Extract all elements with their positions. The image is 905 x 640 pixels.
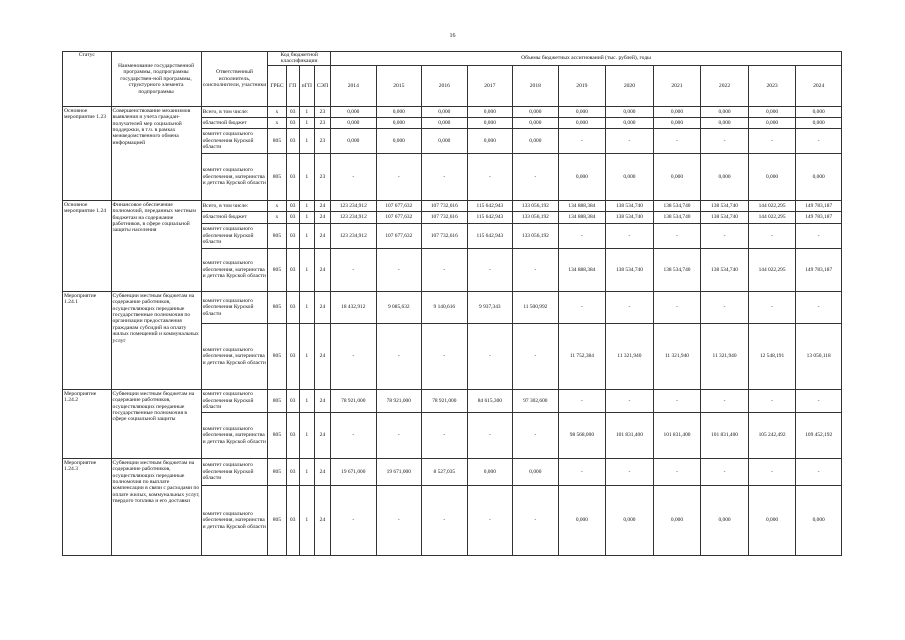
header-funding: Объемы бюджетных ассигнований (тыс. рублей), годы xyxy=(331,52,842,66)
name-cell: Субвенции местным бюджетам на содержание работников, осуществляющих переданные полномочия по выплате компенсации в связи с расходами по оплате жилых, коммунальных услуг, твердого топлива и его доставки xyxy=(111,458,201,555)
value-cell: - xyxy=(606,389,654,412)
value-cell: 0,000 xyxy=(558,106,606,117)
value-cell: 0,000 xyxy=(513,458,559,485)
code-cell: 03 xyxy=(286,106,299,117)
header-year-0: 2014 xyxy=(331,65,377,106)
code-cell: 24 xyxy=(314,412,330,458)
code-cell: 03 xyxy=(286,128,299,153)
value-cell: - xyxy=(422,153,468,200)
code-cell: 805 xyxy=(268,248,286,291)
code-cell: 03 xyxy=(286,200,299,211)
value-cell: 0,000 xyxy=(558,153,606,200)
value-cell: 0,000 xyxy=(331,128,377,153)
value-cell: - xyxy=(606,223,654,248)
executor-cell: комитет социального обеспечения Курской области xyxy=(201,389,268,412)
value-cell: - xyxy=(558,223,606,248)
code-cell: 03 xyxy=(286,412,299,458)
value-cell: 101 831,400 xyxy=(701,412,749,458)
value-cell: - xyxy=(748,389,796,412)
executor-cell: Всего, в том числе: xyxy=(201,200,268,211)
value-cell: 123 234,912 xyxy=(331,211,377,223)
executor-cell: комитет социального обеспечения Курской области xyxy=(201,223,268,248)
header-code-0: ГРБС xyxy=(268,65,286,106)
value-cell: 149 783,187 xyxy=(796,200,842,211)
value-cell: 0,000 xyxy=(606,106,654,117)
code-cell: 24 xyxy=(314,211,330,223)
code-cell: 03 xyxy=(286,389,299,412)
value-cell: - xyxy=(513,323,559,389)
value-cell: 0,000 xyxy=(606,117,654,128)
header-year-10: 2024 xyxy=(796,65,842,106)
value-cell: - xyxy=(701,128,749,153)
value-cell: 97 302,600 xyxy=(513,389,559,412)
value-cell: 0,000 xyxy=(748,106,796,117)
value-cell: - xyxy=(653,223,701,248)
code-cell: 03 xyxy=(286,323,299,389)
value-cell: 0,000 xyxy=(796,485,842,555)
value-cell: - xyxy=(748,223,796,248)
code-cell: 805 xyxy=(268,291,286,323)
value-cell: 0,000 xyxy=(701,106,749,117)
header-year-6: 2020 xyxy=(606,65,654,106)
status-cell: Основное мероприятие 1.23 xyxy=(63,106,112,200)
code-cell: 03 xyxy=(286,153,299,200)
executor-cell: комитет социального обеспечения, материнства и детства Курской области xyxy=(201,485,268,555)
header-code-1: ГП xyxy=(286,65,299,106)
value-cell: 19 671,000 xyxy=(376,458,422,485)
value-cell: - xyxy=(331,412,377,458)
table-header xyxy=(63,52,842,107)
value-cell: 0,000 xyxy=(376,128,422,153)
value-cell: 144 022,295 xyxy=(748,248,796,291)
value-cell: - xyxy=(422,323,468,389)
header-executor: Ответственный исполнитель, соисполнители, участники xyxy=(201,52,268,107)
code-cell: 805 xyxy=(268,128,286,153)
value-cell: 0,000 xyxy=(467,117,513,128)
value-cell: - xyxy=(467,323,513,389)
value-cell: 0,000 xyxy=(701,485,749,555)
code-cell: 03 xyxy=(286,211,299,223)
value-cell: 0,000 xyxy=(467,458,513,485)
value-cell: 107 732,616 xyxy=(422,223,468,248)
value-cell: 9 140,616 xyxy=(422,291,468,323)
value-cell: 0,000 xyxy=(701,153,749,200)
value-cell: - xyxy=(422,485,468,555)
header-code-3: СЭП xyxy=(314,65,330,106)
value-cell: - xyxy=(376,153,422,200)
value-cell: 115 642,943 xyxy=(467,223,513,248)
code-cell: х xyxy=(268,106,286,117)
value-cell: 98 568,000 xyxy=(558,412,606,458)
code-cell: 24 xyxy=(314,323,330,389)
code-cell: 1 xyxy=(299,200,314,211)
value-cell: 0,000 xyxy=(422,117,468,128)
value-cell: 78 921,000 xyxy=(331,389,377,412)
header-year-5: 2019 xyxy=(558,65,606,106)
value-cell: 138 534,740 xyxy=(701,248,749,291)
value-cell: - xyxy=(558,291,606,323)
value-cell: - xyxy=(558,389,606,412)
value-cell: 138 534,740 xyxy=(701,200,749,211)
value-cell: - xyxy=(796,291,842,323)
value-cell: - xyxy=(606,291,654,323)
value-cell: 0,000 xyxy=(748,153,796,200)
value-cell: 123 234,912 xyxy=(331,223,377,248)
header-year-1: 2015 xyxy=(376,65,422,106)
value-cell: 0,000 xyxy=(513,106,559,117)
code-cell: 805 xyxy=(268,323,286,389)
code-cell: 23 xyxy=(314,153,330,200)
value-cell: 78 921,000 xyxy=(376,389,422,412)
value-cell: - xyxy=(701,458,749,485)
value-cell: - xyxy=(653,291,701,323)
value-cell: 115 642,943 xyxy=(467,211,513,223)
value-cell: 0,000 xyxy=(606,153,654,200)
value-cell: - xyxy=(653,389,701,412)
value-cell: 0,000 xyxy=(748,117,796,128)
code-cell: 805 xyxy=(268,412,286,458)
code-cell: 805 xyxy=(268,153,286,200)
header-code-group: Код бюджетной классификации xyxy=(268,52,331,66)
value-cell: 123 234,912 xyxy=(331,200,377,211)
code-cell: 805 xyxy=(268,458,286,485)
value-cell: 107 732,616 xyxy=(422,211,468,223)
value-cell: 0,000 xyxy=(701,117,749,128)
code-cell: 23 xyxy=(314,117,330,128)
code-cell: 24 xyxy=(314,389,330,412)
value-cell: 138 534,740 xyxy=(653,200,701,211)
value-cell: 0,000 xyxy=(513,117,559,128)
value-cell: - xyxy=(748,128,796,153)
value-cell: 0,000 xyxy=(331,106,377,117)
code-cell: 23 xyxy=(314,106,330,117)
value-cell: 138 534,740 xyxy=(653,211,701,223)
table-row xyxy=(63,200,842,211)
value-cell: 11 321,940 xyxy=(653,323,701,389)
code-cell: 24 xyxy=(314,485,330,555)
value-cell: 138 534,740 xyxy=(606,211,654,223)
status-cell: Основное мероприятие 1.24 xyxy=(63,200,112,291)
value-cell: - xyxy=(467,153,513,200)
value-cell: 11 321,940 xyxy=(701,323,749,389)
value-cell: - xyxy=(331,153,377,200)
executor-cell: комитет социального обеспечения Курской области xyxy=(201,291,268,323)
value-cell: - xyxy=(376,485,422,555)
code-cell: 03 xyxy=(286,117,299,128)
value-cell: 149 783,187 xyxy=(796,248,842,291)
value-cell: - xyxy=(331,323,377,389)
code-cell: 805 xyxy=(268,389,286,412)
value-cell: - xyxy=(558,128,606,153)
value-cell: - xyxy=(701,389,749,412)
value-cell: - xyxy=(606,458,654,485)
value-cell: - xyxy=(701,291,749,323)
value-cell: 8 527,035 xyxy=(422,458,468,485)
value-cell: 0,000 xyxy=(422,128,468,153)
code-cell: 03 xyxy=(286,291,299,323)
code-cell: 1 xyxy=(299,153,314,200)
value-cell: 0,000 xyxy=(796,153,842,200)
value-cell: - xyxy=(376,323,422,389)
status-cell: Мероприятие 1.24.1 xyxy=(63,291,112,389)
status-cell: Мероприятие 1.24.2 xyxy=(63,389,112,458)
value-cell: 133 056,192 xyxy=(513,200,559,211)
code-cell: 24 xyxy=(314,248,330,291)
executor-cell: комитет социального обеспечения, материнства и детства Курской области xyxy=(201,248,268,291)
header-year-2: 2016 xyxy=(422,65,468,106)
header-code-2: пГП xyxy=(299,65,314,106)
value-cell: 0,000 xyxy=(376,117,422,128)
table-body xyxy=(63,106,842,555)
value-cell: 0,000 xyxy=(653,485,701,555)
code-cell: 1 xyxy=(299,291,314,323)
executor-cell: областной бюджет xyxy=(201,211,268,223)
value-cell: - xyxy=(513,153,559,200)
table-row xyxy=(63,291,842,323)
header-year-8: 2022 xyxy=(701,65,749,106)
value-cell: 149 783,187 xyxy=(796,211,842,223)
value-cell: 107 732,616 xyxy=(422,200,468,211)
value-cell: - xyxy=(422,248,468,291)
value-cell: 0,000 xyxy=(558,117,606,128)
code-cell: 805 xyxy=(268,223,286,248)
value-cell: 0,000 xyxy=(376,106,422,117)
value-cell: - xyxy=(331,248,377,291)
executor-cell: областной бюджет xyxy=(201,117,268,128)
value-cell: 0,000 xyxy=(606,485,654,555)
executor-cell: комитет социального обеспечения Курской области xyxy=(201,128,268,153)
value-cell: 144 022,295 xyxy=(748,211,796,223)
executor-cell: комитет социального обеспечения, материнства и детства Курской области xyxy=(201,412,268,458)
name-cell: Совершенствование механизмов выявления и учета граждан-получателей мер социальной поддержки, в т.ч. в рамках межведомственного обмена информацией xyxy=(111,106,201,200)
code-cell: 1 xyxy=(299,223,314,248)
code-cell: 1 xyxy=(299,389,314,412)
value-cell: 11 500,992 xyxy=(513,291,559,323)
name-cell: Субвенции местным бюджетам на содержание работников, осуществляющих переданные государственные полномочия в сфере социальной защиты xyxy=(111,389,201,458)
code-cell: х xyxy=(268,200,286,211)
value-cell: 11 752,384 xyxy=(558,323,606,389)
value-cell: 134 888,384 xyxy=(558,248,606,291)
executor-cell: комитет социального обеспечения Курской области xyxy=(201,458,268,485)
value-cell: - xyxy=(701,223,749,248)
code-cell: х xyxy=(268,211,286,223)
value-cell: - xyxy=(376,248,422,291)
header-year-3: 2017 xyxy=(467,65,513,106)
code-cell: 24 xyxy=(314,291,330,323)
value-cell: 0,000 xyxy=(331,117,377,128)
value-cell: - xyxy=(513,485,559,555)
code-cell: 1 xyxy=(299,412,314,458)
name-cell: Субвенции местным бюджетам на содержание работников, осуществляющих переданные государственные полномочия по организации предоставления гражданам субсидий на оплату жилых помещений и коммунальных услуг xyxy=(111,291,201,389)
page-number: 16 xyxy=(449,33,456,39)
value-cell: 9 937,343 xyxy=(467,291,513,323)
value-cell: - xyxy=(796,128,842,153)
value-cell: 101 831,400 xyxy=(606,412,654,458)
code-cell: х xyxy=(268,117,286,128)
code-cell: 1 xyxy=(299,128,314,153)
value-cell: 138 534,740 xyxy=(606,200,654,211)
value-cell: - xyxy=(653,128,701,153)
code-cell: 805 xyxy=(268,485,286,555)
value-cell: 107 677,632 xyxy=(376,211,422,223)
value-cell: 0,000 xyxy=(796,117,842,128)
value-cell: - xyxy=(796,389,842,412)
value-cell: 101 831,400 xyxy=(653,412,701,458)
value-cell: 12 548,191 xyxy=(748,323,796,389)
value-cell: 107 677,632 xyxy=(376,200,422,211)
executor-cell: Всего, в том числе: xyxy=(201,106,268,117)
value-cell: - xyxy=(467,412,513,458)
code-cell: 23 xyxy=(314,128,330,153)
value-cell: 18 432,912 xyxy=(331,291,377,323)
value-cell: 0,000 xyxy=(467,128,513,153)
value-cell: 0,000 xyxy=(422,106,468,117)
value-cell: 138 534,740 xyxy=(606,248,654,291)
code-cell: 1 xyxy=(299,458,314,485)
value-cell: 107 677,632 xyxy=(376,223,422,248)
code-cell: 03 xyxy=(286,248,299,291)
status-cell: Мероприятие 1.24.3 xyxy=(63,458,112,555)
value-cell: 105 242,492 xyxy=(748,412,796,458)
header-status: Статус xyxy=(63,52,112,107)
budget-table xyxy=(62,51,842,556)
value-cell: - xyxy=(796,458,842,485)
value-cell: - xyxy=(653,458,701,485)
code-cell: 24 xyxy=(314,200,330,211)
value-cell: 0,000 xyxy=(653,117,701,128)
name-cell: Финансовое обеспечение полномочий, переданных местным бюджетам на содержание работников, в сфере социальной защиты населения xyxy=(111,200,201,291)
value-cell: 19 671,000 xyxy=(331,458,377,485)
code-cell: 1 xyxy=(299,485,314,555)
value-cell: 9 085,632 xyxy=(376,291,422,323)
value-cell: 78 921,000 xyxy=(422,389,468,412)
value-cell: 0,000 xyxy=(467,106,513,117)
code-cell: 24 xyxy=(314,223,330,248)
executor-cell: комитет социального обеспечения, материнства и детства Курской области xyxy=(201,153,268,200)
value-cell: - xyxy=(331,485,377,555)
code-cell: 1 xyxy=(299,117,314,128)
code-cell: 1 xyxy=(299,106,314,117)
code-cell: 03 xyxy=(286,223,299,248)
value-cell: 0,000 xyxy=(748,485,796,555)
value-cell: 11 321,940 xyxy=(606,323,654,389)
value-cell: - xyxy=(467,248,513,291)
value-cell: 133 056,192 xyxy=(513,223,559,248)
value-cell: - xyxy=(513,412,559,458)
code-cell: 1 xyxy=(299,248,314,291)
value-cell: 0,000 xyxy=(796,106,842,117)
table-row xyxy=(63,106,842,117)
code-cell: 1 xyxy=(299,211,314,223)
value-cell: 133 056,192 xyxy=(513,211,559,223)
table-row xyxy=(63,389,842,412)
header-name: Наименование государственной программы, подпрограммы государствен-ной программы, структурного элемента подпрограммы xyxy=(111,52,201,107)
code-cell: 1 xyxy=(299,323,314,389)
value-cell: 84 615,300 xyxy=(467,389,513,412)
value-cell: 13 050,118 xyxy=(796,323,842,389)
value-cell: - xyxy=(513,248,559,291)
value-cell: - xyxy=(748,458,796,485)
value-cell: 138 534,740 xyxy=(653,248,701,291)
value-cell: - xyxy=(376,412,422,458)
value-cell: - xyxy=(422,412,468,458)
value-cell: - xyxy=(558,458,606,485)
code-cell: 24 xyxy=(314,458,330,485)
value-cell: 0,000 xyxy=(513,128,559,153)
value-cell: 0,000 xyxy=(653,106,701,117)
value-cell: - xyxy=(748,291,796,323)
code-cell: 03 xyxy=(286,485,299,555)
value-cell: - xyxy=(467,485,513,555)
executor-cell: комитет социального обеспечения, материнства и детства Курской области xyxy=(201,323,268,389)
table-row xyxy=(63,458,842,485)
value-cell: - xyxy=(796,223,842,248)
header-year-9: 2023 xyxy=(748,65,796,106)
value-cell: 109 452,192 xyxy=(796,412,842,458)
code-cell: 03 xyxy=(286,458,299,485)
value-cell: 115 642,943 xyxy=(467,200,513,211)
value-cell: 144 022,295 xyxy=(748,200,796,211)
value-cell: 0,000 xyxy=(558,485,606,555)
value-cell: 134 888,384 xyxy=(558,200,606,211)
value-cell: 138 534,740 xyxy=(701,211,749,223)
value-cell: - xyxy=(606,128,654,153)
value-cell: 134 888,384 xyxy=(558,211,606,223)
header-year-4: 2018 xyxy=(513,65,559,106)
value-cell: 0,000 xyxy=(653,153,701,200)
header-year-7: 2021 xyxy=(653,65,701,106)
